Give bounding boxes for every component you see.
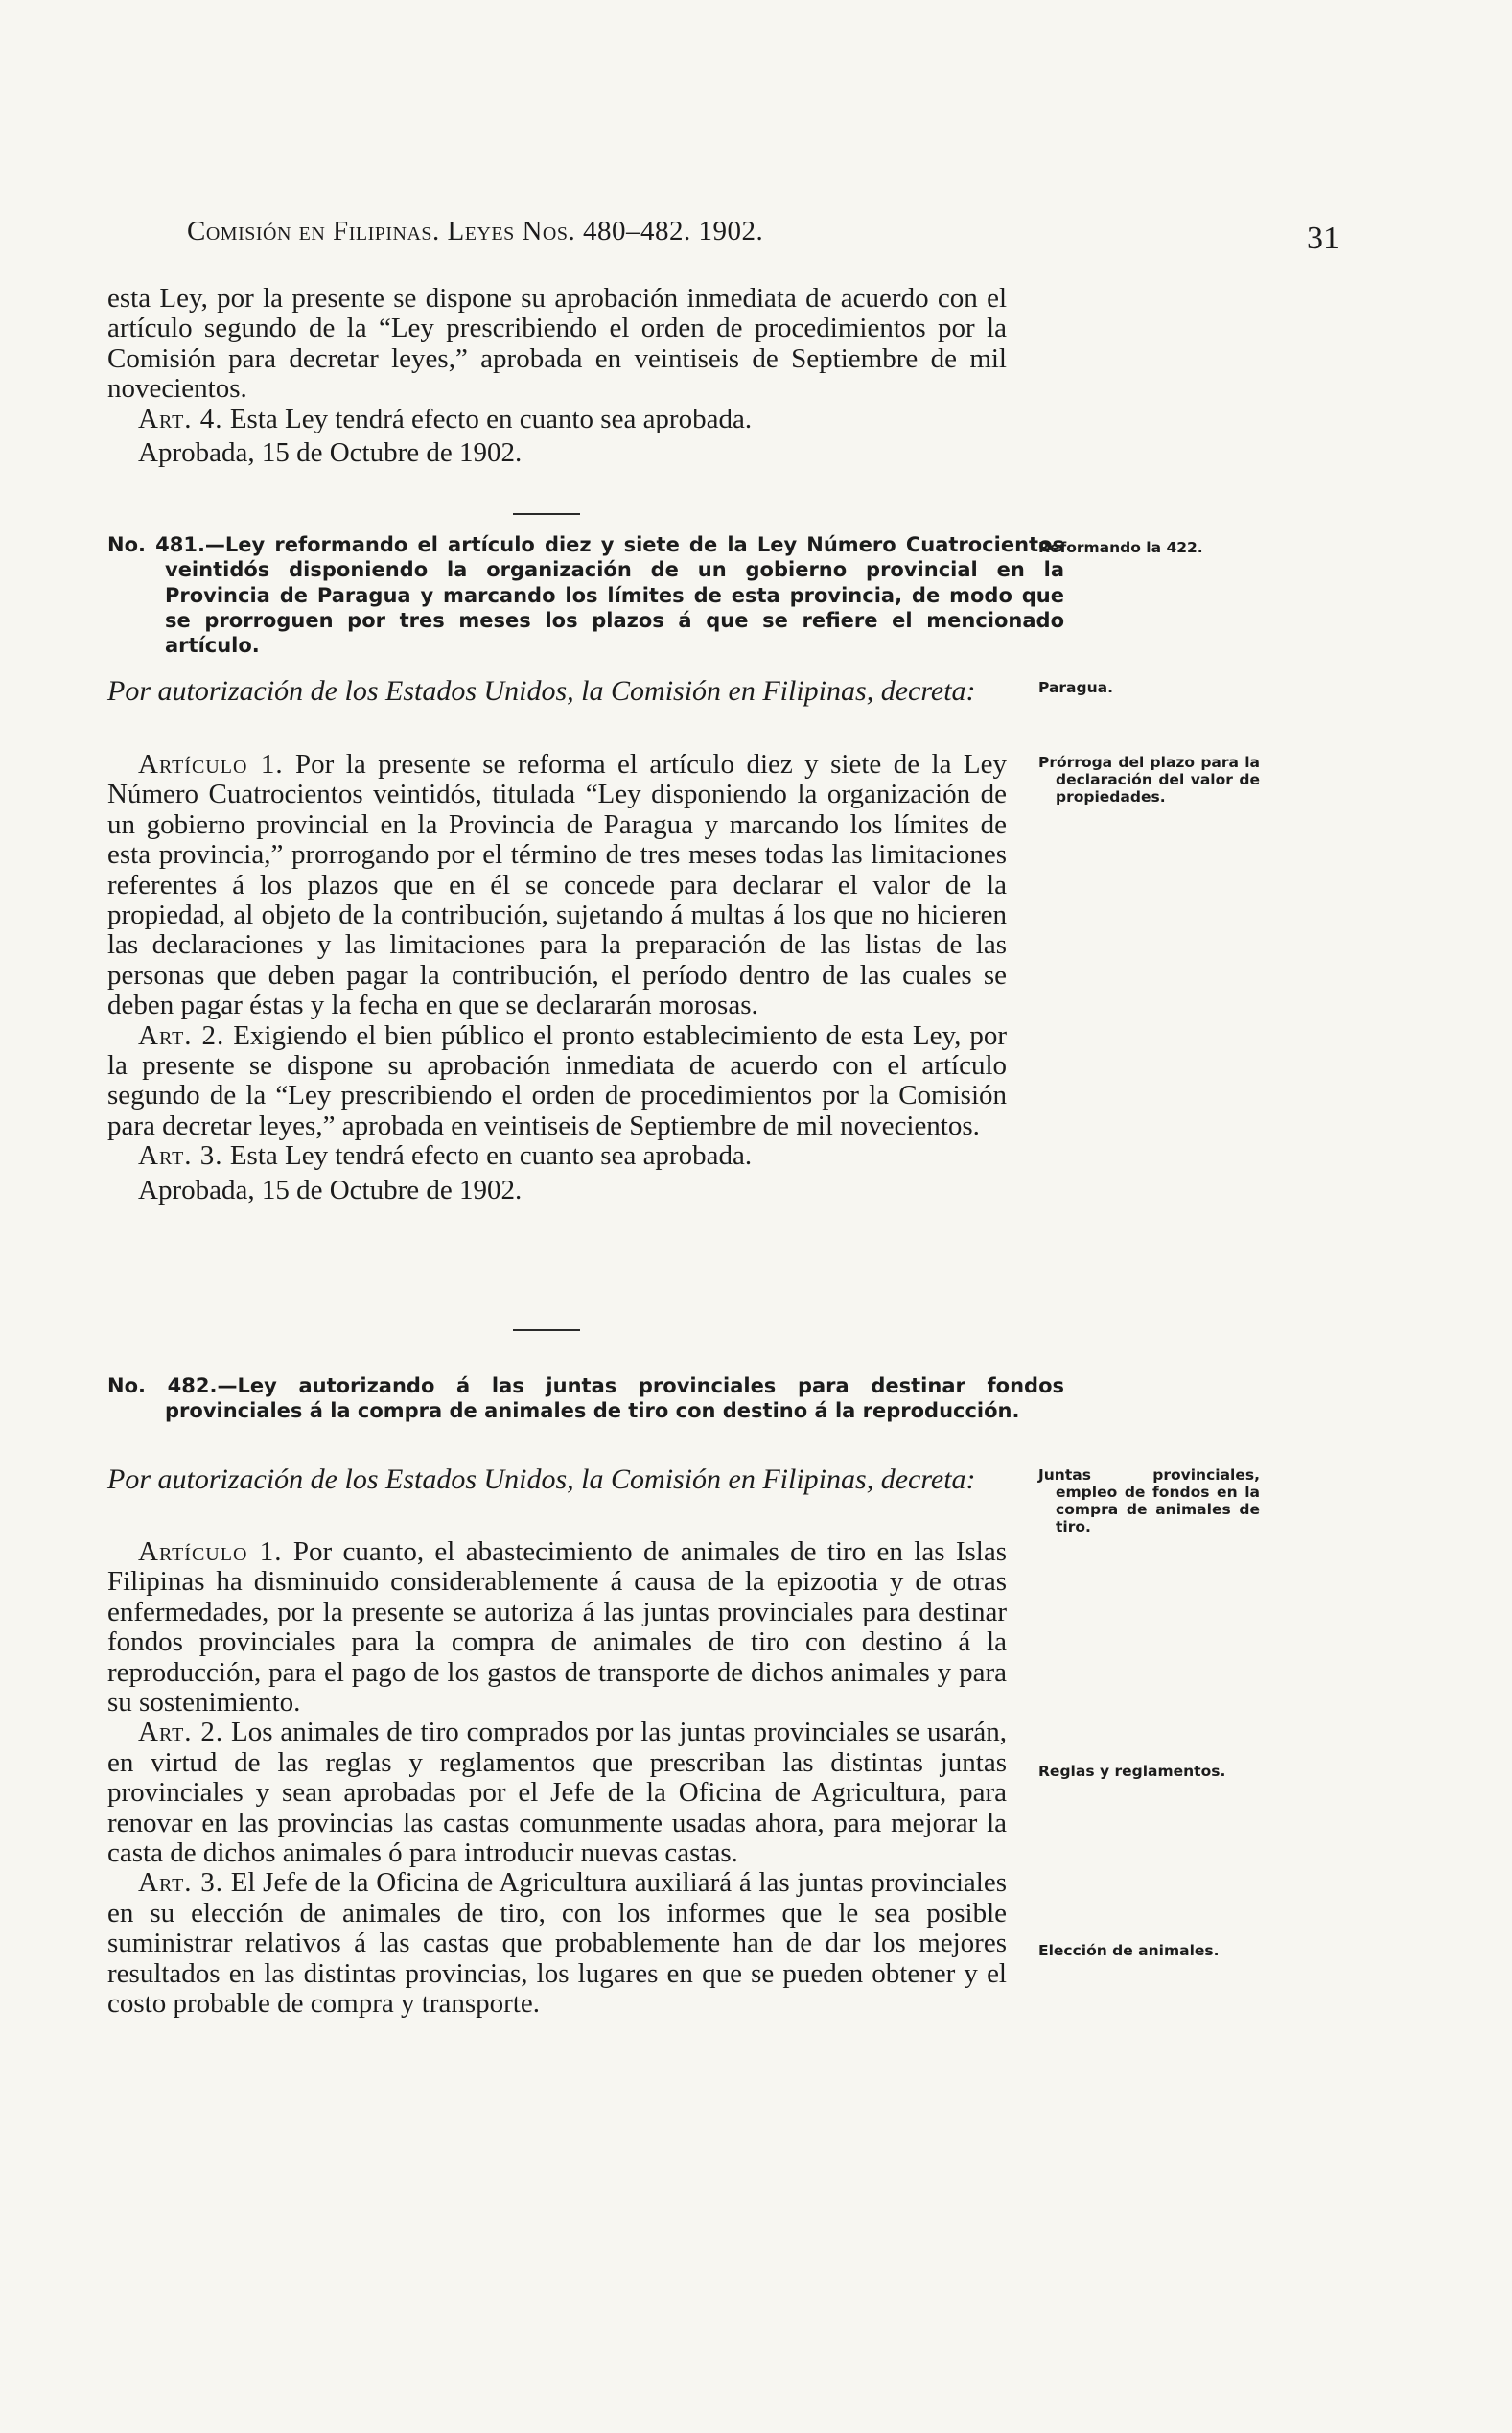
law-number: No. 482. xyxy=(107,1374,218,1397)
law-481-body xyxy=(107,750,1007,1205)
art-text: Esta Ley tendrá efecto en cuanto sea aprobada. xyxy=(222,1140,753,1172)
law-482-body xyxy=(107,1537,1007,2020)
art-label: Art. 2. xyxy=(138,1019,225,1051)
law-title-text: —Ley reformando el artículo diez y siete de la Ley Número Cuatrocientos veintidós disponiendo la organización de un gobierno provincial en la Provincia de Paragua y marcando los límites de esta provincia, de modo que se prorroguen por tres meses los plazos á que se refiere el mencionado artículo. xyxy=(165,533,1064,658)
art-label: Art. 4. xyxy=(138,403,223,434)
art-label: Artículo 1. xyxy=(138,1536,283,1567)
law-481-art1 xyxy=(107,750,1007,1021)
law-number: No. 481. xyxy=(107,533,205,556)
margin-note: Elección de animales. xyxy=(1038,1942,1220,1959)
page-number: 31 xyxy=(1307,221,1339,256)
art-text: Esta Ley tendrá efecto en cuanto sea aprobada. xyxy=(222,403,753,434)
prev-law-paragraph: esta Ley, por la presente se dispone su aprobación inmediata de acuerdo con el artículo segundo de la “Ley prescribiendo el orden de procedimientos por la Comisión para decretar leyes,” aprobada en veintiseis de Septiembre de mil novecientos. xyxy=(107,283,1007,405)
law-481-enacting-clause: Por autorización de los Estados Unidos, la Comisión en Filipinas, decreta: xyxy=(107,675,976,707)
art-text: Los animales de tiro comprados por las juntas provinciales se usarán, en virtud de las reglas y reglamentos que prescriban las distintas juntas provinciales y sean aprobadas por el Jefe de la Oficina de Agricultura, para renovar en las provincias las castas comunmente usadas ahora, para mejorar la casta de dichos animales ó para introducir nuevas castas. xyxy=(107,1717,1007,1869)
law-482-art3 xyxy=(107,1868,1007,2019)
prev-law-block xyxy=(107,284,1007,468)
law-title-text: —Ley autorizando á las juntas provinciales para destinar fondos provinciales á la compra de animales de tiro con destino á la reproducción. xyxy=(165,1374,1064,1423)
margin-note: Paragua. xyxy=(1038,679,1113,696)
prev-law-approved: Aprobada, 15 de Octubre de 1902. xyxy=(138,437,523,469)
art-text: Por la presente se reforma el artículo diez y siete de la Ley Número Cuatrocientos veintidós, titulada “Ley disponiendo la organización de un gobierno provincial en la Provincia de Paragua y marcando los límites de esta provincia,” prorrogando por el término de tres meses todas las limitaciones referentes á los plazos que en él se concede para declarar el valor de la propiedad, al objeto de la contribución, sujetando á multas á los que no hicieren las declaraciones y las limitaciones para la preparación de las listas de las personas que deben pagar la contribución, el período dentro de las cuales se deben pagar éstas y la fecha en que se declararán morosas. xyxy=(107,749,1008,1021)
law-482-art1 xyxy=(107,1537,1007,1718)
law-482-art2 xyxy=(107,1718,1007,1868)
margin-note: Prórroga del plazo para la declaración del valor de propiedades. xyxy=(1038,754,1260,806)
law-481-approved: Aprobada, 15 de Octubre de 1902. xyxy=(138,1174,523,1205)
law-481-art2 xyxy=(107,1021,1007,1142)
margin-note: Reformando la 422. xyxy=(1038,539,1203,556)
law-481-art3 xyxy=(107,1141,1007,1171)
margin-note: Juntas provinciales, empleo de fondos en la compra de animales de tiro. xyxy=(1038,1466,1260,1535)
law-482-title xyxy=(107,1373,1064,1424)
running-head: Comisión en Filipinas. Leyes Nos. 480–482. 1902. xyxy=(187,216,764,246)
art-label: Art. 2. xyxy=(138,1717,224,1748)
law-482-enacting-clause: Por autorización de los Estados Unidos, la Comisión en Filipinas, decreta: xyxy=(107,1463,976,1495)
art-label: Art. 3. xyxy=(138,1867,223,1899)
art-text: Exigiendo el bien público el pronto establecimiento de esta Ley, por la presente se dispone su aprobación inmediata de acuerdo con el artículo segundo de la “Ley prescribiendo el orden de procedimientos por la Comisión para decretar leyes,” aprobada en veintiseis de Septiembre de mil novecientos. xyxy=(107,1019,1007,1141)
section-divider xyxy=(513,513,580,515)
prev-law-art4 xyxy=(107,405,1007,434)
art-text: Por cuanto, el abastecimiento de animales de tiro en las Islas Filipinas ha disminuido considerablemente á causa de la epizootia y de otras enfermedades, por la presente se autoriza á las juntas provinciales para destinar fondos provinciales para la compra de animales de tiro con destino á la reproducción, para el pago de los gastos de transporte de dichos animales y para su sostenimiento. xyxy=(107,1536,1007,1719)
art-text: El Jefe de la Oficina de Agricultura auxiliará á las juntas provinciales en su elección de animales de tiro, con los informes que le sea posible suministrar relativos á las castas que probablemente han de dar los mejores resultados en las distintas provincias, los lugares en que se pueden obtener y el costo probable de compra y transporte. xyxy=(107,1867,1007,2020)
law-481-title xyxy=(107,532,1064,658)
art-label: Artículo 1. xyxy=(138,749,284,780)
margin-note: Reglas y reglamentos. xyxy=(1038,1763,1226,1780)
section-divider xyxy=(513,1329,580,1331)
art-label: Art. 3. xyxy=(138,1140,223,1172)
